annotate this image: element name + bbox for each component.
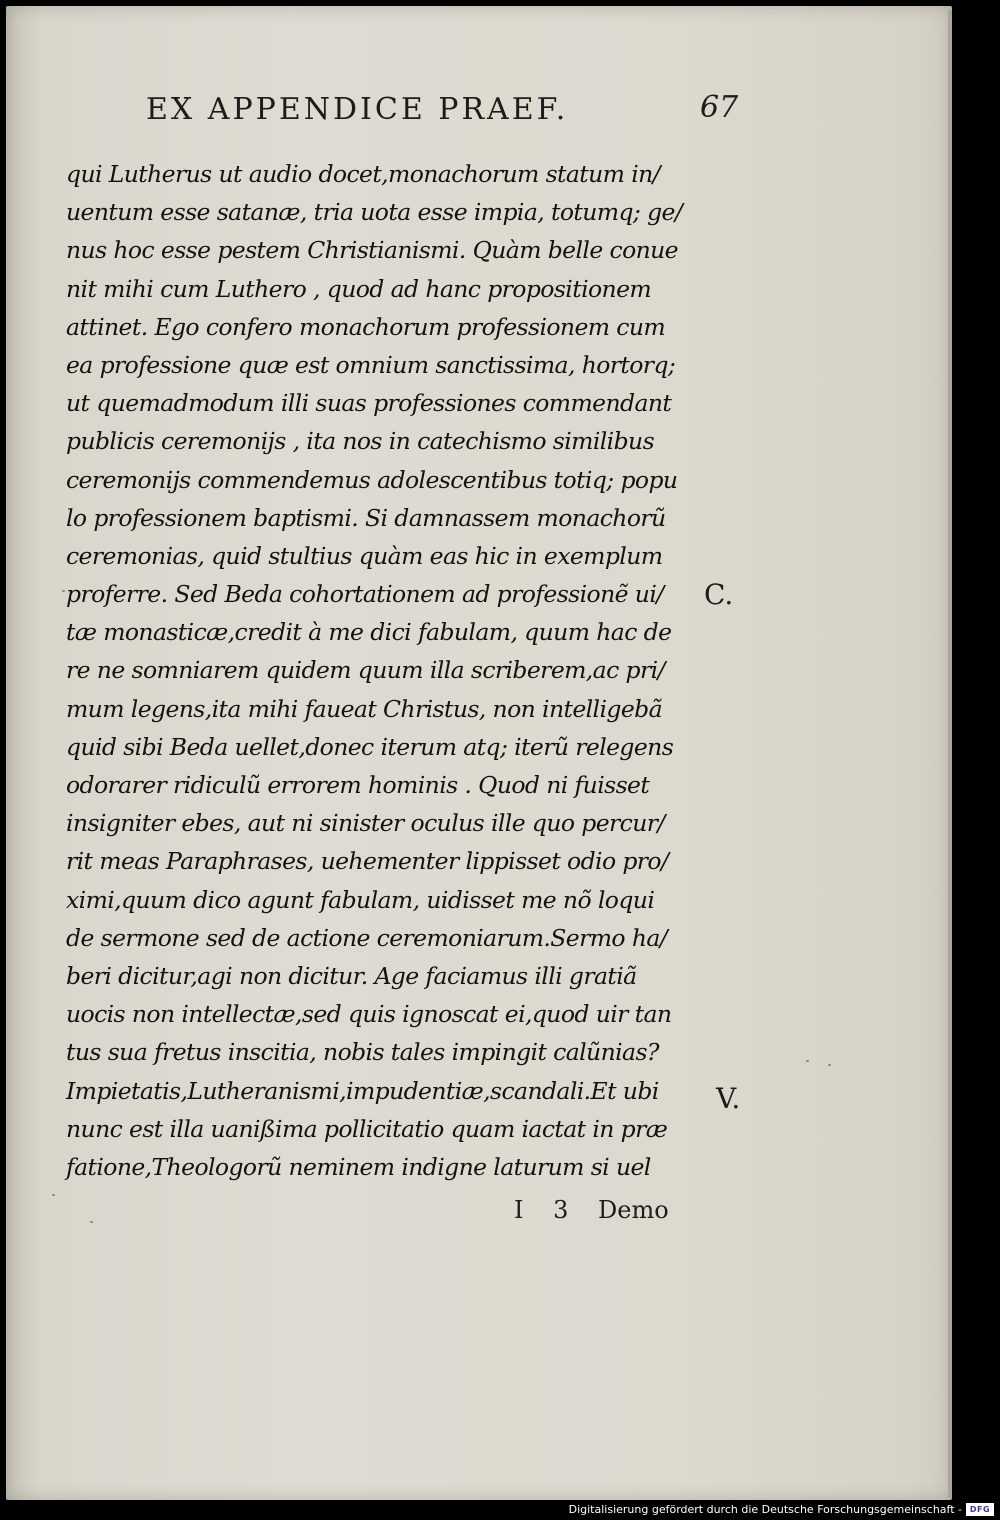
- page-edge: [948, 10, 952, 1498]
- text-line: quid sibi Beda uellet,donec iterum atq; iterũ relegens: [66, 732, 674, 761]
- margin-mark-lower: V.: [716, 1082, 741, 1115]
- text-line: ximi,quum dico agunt fabulam, uidisset me nõ loqui: [66, 885, 655, 914]
- funding-credit: Digitalisierung gefördert durch die Deutsche Forschungsgemeinschaft -: [568, 1503, 962, 1516]
- paper-speck: [806, 1060, 809, 1062]
- text-line: ut quemadmodum illi suas professiones commendant: [66, 389, 672, 418]
- paper-speck: [62, 590, 65, 592]
- text-line: beri dicitur,agi non dicitur. Age faciamus illi gratiã: [66, 961, 637, 990]
- page-number: 67: [700, 90, 739, 125]
- text-line: Impietatis,Lutheranismi,impudentiæ,scandali.Et ubi: [66, 1076, 659, 1105]
- text-line: ceremonias, quid stultius quàm eas hic in exemplum: [66, 541, 663, 570]
- text-line: fatione,Theologorũ neminem indigne laturum si uel: [66, 1152, 651, 1181]
- text-line: tus sua fretus inscitia, nobis tales impingit calũnias?: [66, 1038, 659, 1067]
- text-line: mum legens,ita mihi faueat Christus, non intelligebã: [66, 694, 662, 723]
- text-line: ea professione quæ est omnium sanctissima, hortorq;: [66, 350, 676, 379]
- margin-mark-upper: C.: [704, 578, 734, 611]
- dfg-logo-text: DFG: [969, 1505, 991, 1514]
- text-line: de sermone sed de actione ceremoniarum.Sermo ha/: [66, 923, 668, 952]
- text-line: re ne somniarem quidem quum illa scriberem,ac pri/: [66, 656, 665, 685]
- text-line: proferre. Sed Beda cohortationem ad professionẽ ui/: [66, 580, 664, 609]
- paper-speck: [52, 1194, 55, 1196]
- paper-speck: [828, 1064, 831, 1066]
- text-line: tæ monasticæ,credit à me dici fabulam, quum hac de: [66, 618, 672, 647]
- text-line: rit meas Paraphrases, uehementer lippisset odio pro/: [66, 847, 669, 876]
- text-line: lo professionem baptismi. Si damnassem monachorũ: [66, 503, 666, 532]
- paper-speck: [90, 1221, 93, 1223]
- dfg-logo: [966, 1503, 994, 1516]
- text-line: uentum esse satanæ, tria uota esse impia, totumq; ge/: [66, 198, 683, 227]
- text-line: odorarer ridiculũ errorem hominis . Quod ni fuisset: [66, 771, 650, 799]
- text-line: nunc est illa uanißima pollicitatio quam iactat in præ: [66, 1114, 668, 1143]
- text-line: ceremonijs commendemus adolescentibus totiq; popu: [66, 465, 678, 494]
- text-line: nit mihi cum Luthero , quod ad hanc propositionem: [66, 274, 652, 303]
- text-line: insigniter ebes, aut ni sinister oculus ille quo percur/: [66, 809, 665, 838]
- text-line: uocis non intellectæ,sed quis ignoscat ei,quod uir tan: [66, 1000, 672, 1029]
- text-line: publicis ceremonijs , ita nos in catechismo similibus: [66, 427, 655, 456]
- body-text: [66, 155, 706, 1186]
- text-line: qui Lutherus ut audio docet,monachorum statum in/: [66, 160, 660, 188]
- running-head: EX APPENDICE PRAEF.: [146, 92, 569, 127]
- signature-catchword: I 3 Demo: [514, 1196, 669, 1224]
- text-line: attinet. Ego confero monachorum professionem cum: [66, 312, 666, 341]
- text-line: nus hoc esse pestem Christianismi. Quàm belle conue: [66, 236, 678, 265]
